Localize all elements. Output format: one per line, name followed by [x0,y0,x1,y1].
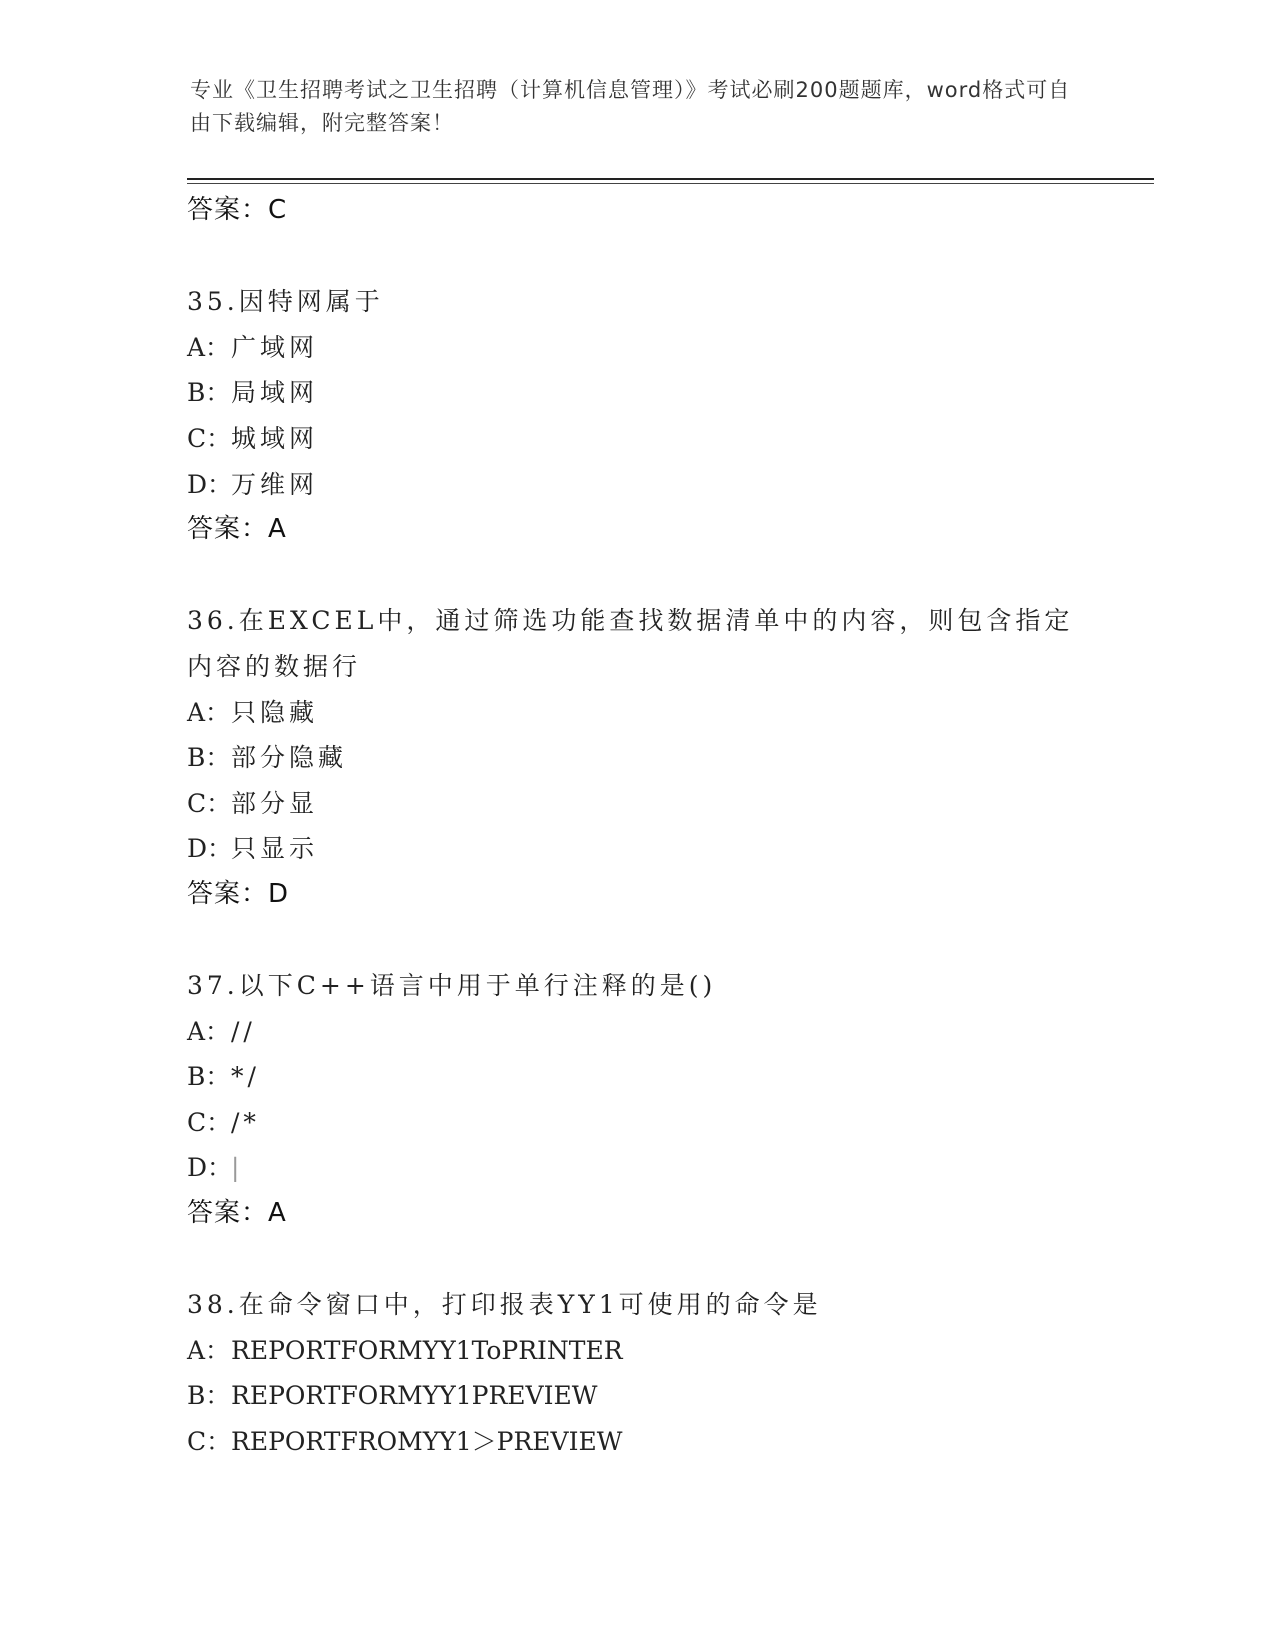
option-text: REPORTFROMYY1＞PREVIEW [231,1427,623,1457]
option-label: D： [187,1153,233,1183]
option-a [187,1009,1087,1055]
header-divider-thick [187,178,1154,180]
option-c [187,1100,1087,1146]
option-d [187,826,1087,872]
option-text: 只显示 [231,834,319,864]
option-text: /* [231,1107,260,1137]
option-text: 只隐藏 [231,697,319,727]
option-text: | [231,1153,244,1183]
question-list [187,188,1087,1465]
option-text: 部分显 [231,788,319,818]
option-label: A： [187,1016,231,1046]
option-b [187,735,1087,781]
option-text: */ [231,1062,260,1092]
option-label: B： [187,1381,231,1411]
option-label: B： [187,378,231,408]
option-label: C： [187,1427,232,1457]
question-text: 38.在命令窗口中，打印报表YY1可使用的命令是 [187,1290,822,1320]
option-label: B： [187,743,231,773]
document-header: 专业《卫生招聘考试之卫生招聘（计算机信息管理）》考试必刷200题题库，word格式可自由下载编辑，附完整答案！ [190,78,1071,135]
option-c [187,1419,1087,1465]
option-a [187,690,1087,736]
option-label: C： [187,1107,232,1137]
option-text: // [231,1016,256,1046]
question-block-37 [187,963,1087,1237]
option-text: 部分隐藏 [231,743,348,773]
option-c [187,781,1087,827]
option-b [187,370,1087,416]
question-block-38 [187,1282,1087,1464]
option-label: D： [187,834,233,864]
option-label: A： [187,332,231,362]
option-b [187,1054,1087,1100]
option-label: C： [187,788,232,818]
option-label: C： [187,423,232,453]
option-text: 广域网 [231,332,319,362]
question-text: 35.因特网属于 [187,287,384,317]
option-label: D： [187,469,233,499]
question-text: 37.以下C++语言中用于单行注释的是() [187,971,717,1001]
option-d [187,462,1087,508]
option-text: 城域网 [231,423,319,453]
option-text: 局域网 [231,378,319,408]
question-text: 36.在EXCEL中，通过筛选功能查找数据清单中的内容，则包含指定内容的数据行 [187,606,1074,681]
option-c [187,416,1087,462]
option-label: A： [187,697,231,727]
answer-line: 答案：A [187,514,287,545]
answer-line: 答案：A [187,1198,287,1229]
option-text: REPORTFORMYY1PREVIEW [231,1381,598,1411]
option-label: B： [187,1062,231,1092]
option-text: REPORTFORMYY1ToPRINTER [231,1335,623,1365]
option-a [187,1328,1087,1374]
spacer [187,234,1087,280]
spacer [187,553,1087,599]
question-block-35 [187,279,1087,553]
option-text: 万维网 [231,469,319,499]
option-label: A： [187,1335,231,1365]
spacer [187,918,1087,964]
option-d [187,1145,1087,1191]
header-divider-thin [187,183,1154,184]
spacer [187,1237,1087,1283]
option-b [187,1373,1087,1419]
previous-answer: 答案：C [187,195,288,225]
question-block-36 [187,598,1087,917]
answer-line: 答案：D [187,878,290,909]
option-a [187,325,1087,371]
